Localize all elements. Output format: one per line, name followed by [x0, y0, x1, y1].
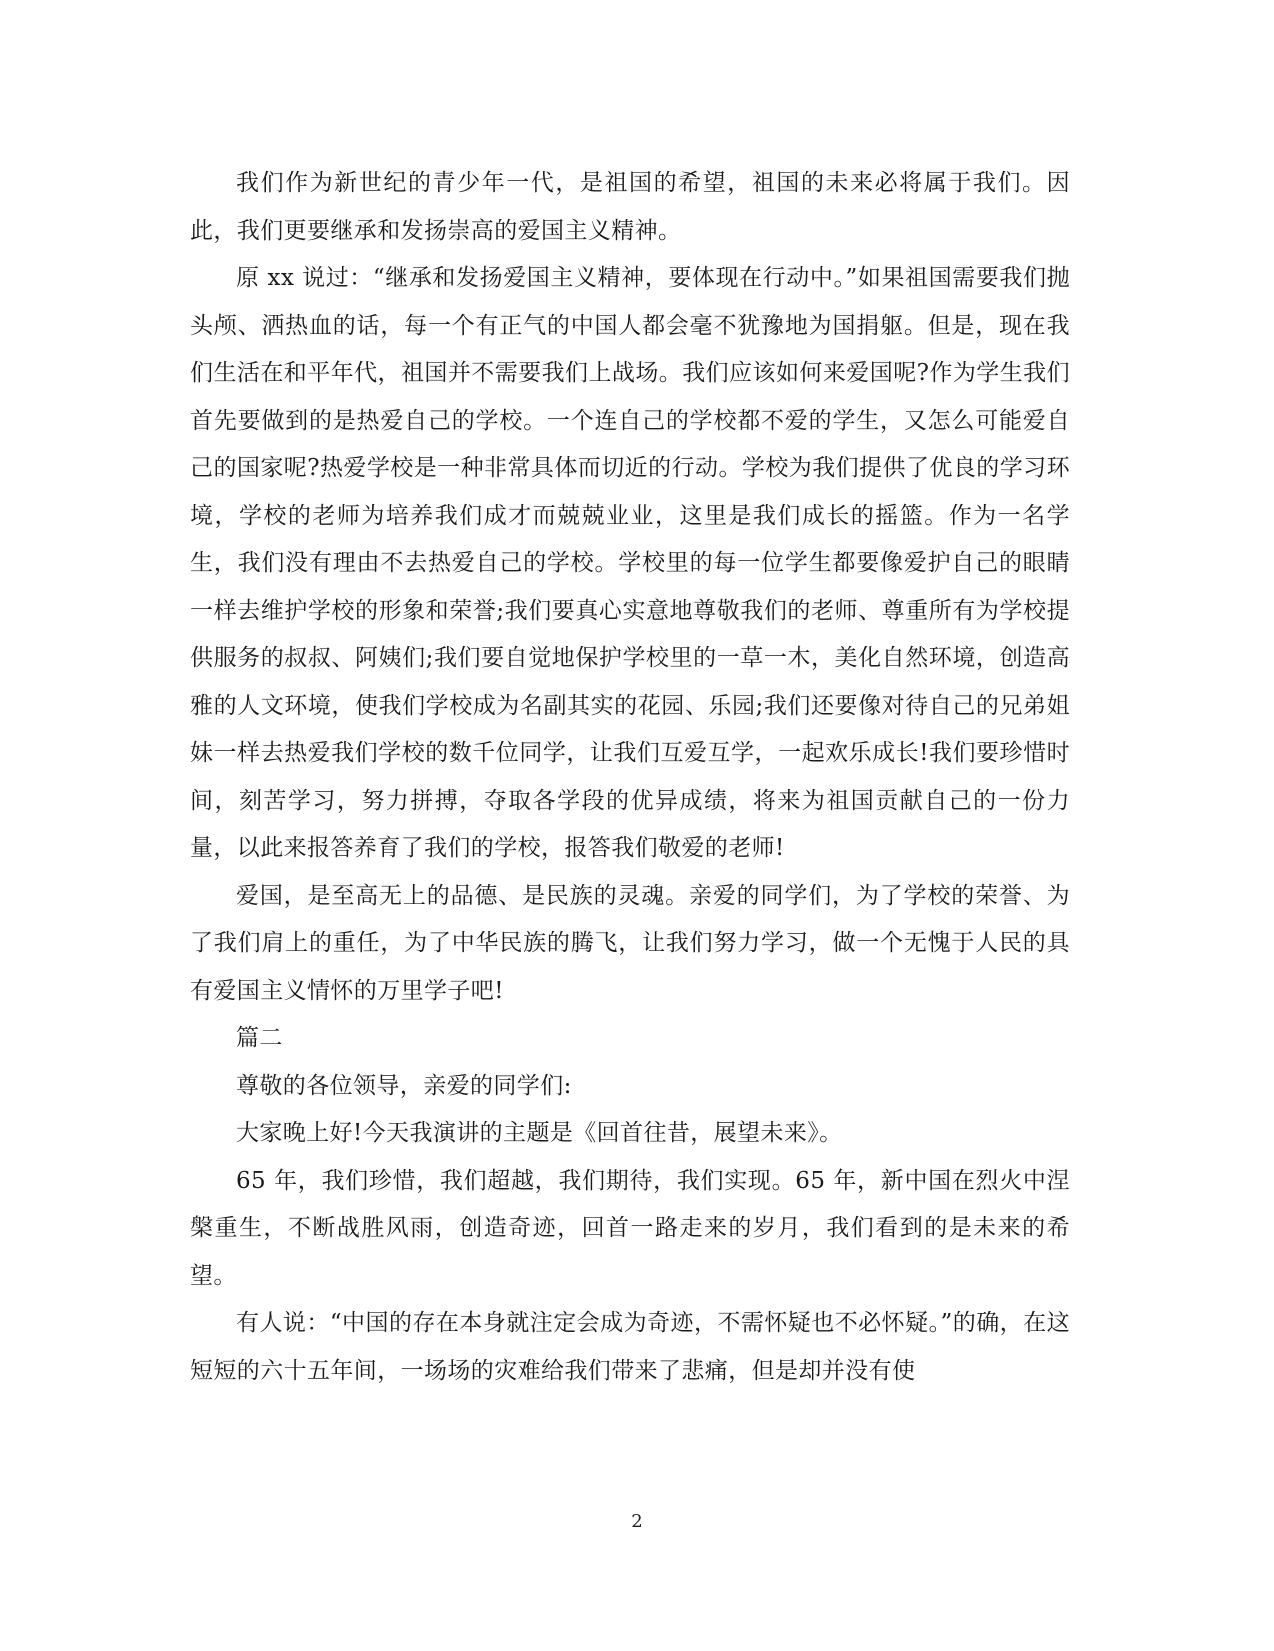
paragraph-7: 65 年，我们珍惜，我们超越，我们期待，我们实现。65 年，新中国在烈火中涅槃重生，不断战胜风雨，创造奇迹，回首一路走来的岁月，我们看到的是未来的希望。 [190, 1167, 1070, 1289]
section-heading: 篇二 [236, 1025, 283, 1051]
paragraph-1: 我们作为新世纪的青少年一代，是祖国的希望，祖国的未来必将属于我们。因此，我们更要继承和发扬崇高的爱国主义精神。 [190, 170, 1070, 244]
paragraph-2: 原 xx 说过：“继承和发扬爱国主义精神，要体现在行动中。”如果祖国需要我们抛头颅、洒热血的话，每一个有正气的中国人都会毫不犹豫地为国捐躯。但是，现在我们生活在和平年代，祖国并不需要我们上战场。我们应该如何来爱国呢?作为学生我们首先要做到的是热爱自己的学校。一个连自己的学校都不爱的学生，又怎么可能爱自己的国家呢?热爱学校是一种非常具体而切近的行动。学校为我们提供了优良的学习环境，学校的老师为培养我们成才而兢兢业业，这里是我们成长的摇篮。作为一名学生，我们没有理由不去热爱自己的学校。学校里的每一位学生都要像爱护自己的眼睛一样去维护学校的形象和荣誉;我们要真心实意地尊敬我们的老师、尊重所有为学校提供服务的叔叔、阿姨们;我们要自觉地保护学校里的一草一木，美化自然环境，创造高雅的人文环境，使我们学校成为名副其实的花园、乐园;我们还要像对待自己的兄弟姐妹一样去热爱我们学校的数千位同学，让我们互爱互学，一起欢乐成长!我们要珍惜时间，刻苦学习，努力拼搏，夺取各学段的优异成绩，将来为祖国贡献自己的一份力量，以此来报答养育了我们的学校，报答我们敬爱的老师! [190, 265, 1070, 861]
paragraph-3: 爱国，是至高无上的品德、是民族的灵魂。亲爱的同学们，为了学校的荣誉、为了我们肩上的重任，为了中华民族的腾飞，让我们努力学习，做一个无愧于人民的具有爱国主义情怀的万里学子吧! [190, 882, 1070, 1004]
page-number: 2 [631, 1511, 643, 1532]
salutation: 尊敬的各位领导，亲爱的同学们: [236, 1072, 572, 1099]
paragraph-6: 大家晚上好!今天我演讲的主题是《回首往昔，展望未来》。 [236, 1120, 843, 1146]
paragraph-8: 有人说：“中国的存在本身就注定会成为奇迹，不需怀疑也不必怀疑。”的确，在这短短的六十五年间，一场场的灾难给我们带来了悲痛，但是却并没有使 [190, 1310, 1070, 1384]
document-body [190, 160, 1070, 1395]
